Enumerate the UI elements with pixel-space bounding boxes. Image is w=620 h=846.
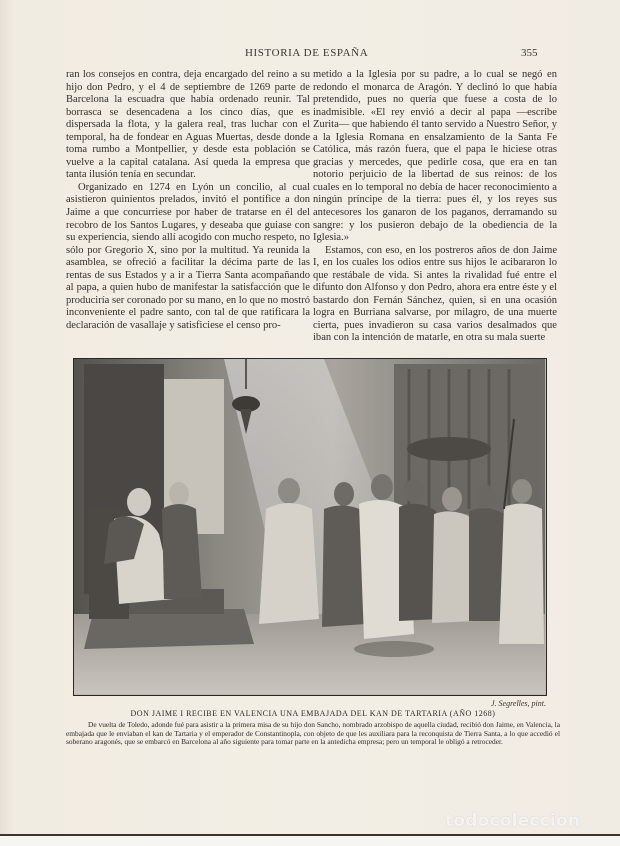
watermark-logo: todocoleccion (445, 811, 581, 831)
painting-illustration (73, 358, 547, 696)
page-number: 355 (521, 47, 538, 59)
paragraph: ran los consejos en contra, deja encargado del reino a su hijo don Pedro, y el 4 de septiembre de 1269 parte de Barcelona la escuadra que había ordenado reunir. Tal borrasca se desencadena a los cinco días, que es dispersada la flota, y la galera real, tras luchar con el temporal, ha de fondear en Aguas Muertas, desde donde toma rumbo a Montpellier, y desde esta población se vuelve a la capital catalana. Así queda la empresa que tanta ilusión tenía en secundar. (66, 69, 310, 181)
caption-paragraph: De vuelta de Toledo, adonde fué para asistir a la primera misa de su hijo don Sancho, nombrado arzobispo de aquella ciudad, recibió don Jaime, en Valencia, la embajada que le enviaban el kan de Tartaria y el emperador de Constantinopla, con objeto de que les auxiliara para la reconquista de Tierra Santa, a lo que accedió el soberano aragonés, que se embarcó en Barcelona al año siguiente para tomar parte en la antedicha empresa; pero un temporal le obligó a retroceder. (66, 720, 560, 747)
paragraph: Organizado en 1274 en Lyón un concilio, al cual asistieron quinientos prelados, invitó el pontífice a don Jaime a que concurriese por haber de tratarse en él del recobro de los Santos Lugares, y deseaba que guiase con su experiencia, siendo allí acogido con mucho respeto, no sólo por Gregorio X, sino por la multitud. Ya reunida la asamblea, se ofreció a facilitar la décima parte de las rentas de sus Estados y a ir a Tierra Santa acompañando al papa, a quien hubo de manifestar la satisfacción que le produciría ser coronado por su mano, en lo que no mostró inconveniente el padre santo, con tal de que ratificara la declaración de vasallaje y satisficiese el censo pro- (66, 181, 310, 331)
painting-image (74, 359, 545, 694)
text-column-left (66, 69, 310, 332)
figure-caption-title: DON JAIME I RECIBE EN VALENCIA UNA EMBAJADA DEL KAN DE TARTARIA (AÑO 1268) (130, 709, 496, 718)
painter-credit: J. Segrelles, pint. (490, 699, 546, 708)
page-bottom-edge (0, 834, 620, 846)
figure-caption-body (66, 721, 560, 747)
paragraph: metido a la Iglesia por su padre, a lo cual se negó en redondo el monarca de Aragón. Y declinó lo que había pretendido, pues no quería que fuese a costa de lo inadmisible. «El rey envió a decir al papa —escribe Zurita— que habiendo él tanto servido a Nuestro Señor, y a la Iglesia Romana en ensalzamiento de la Santa Fe Católica, más razón fuera, que el papa le hiciese otras gracias y mercedes, que pedirle cosa, que era en tan notorio perjuicio de la libertad de sus reinos: de los cuales en lo temporal no debía de hacer reconocimiento a ningún príncipe de la tierra: pues él, y los reyes sus antecesores los ganaron de los paganos, derramando su sangre: y los pusieron debajo de la obediencia de la Iglesia.» (313, 69, 557, 244)
text-column-right (313, 69, 557, 345)
running-title: HISTORIA DE ESPAÑA (245, 47, 369, 59)
paragraph: Estamos, con eso, en los postreros años de don Jaime I, en los cuales los odios entre sus hijos le acibararon lo que restábale de vida. Si antes la rivalidad fué entre el difunto don Alfonso y don Pedro, ahora era entre éste y el bastardo don Fernán Sánchez, quien, si en una ocasión logra en Burriana salvarse, por milagro, de una muerte cierta, pues invadieron su casa varios desalmados que iban con la intención de matarle, en otra su mala suerte (313, 244, 557, 344)
